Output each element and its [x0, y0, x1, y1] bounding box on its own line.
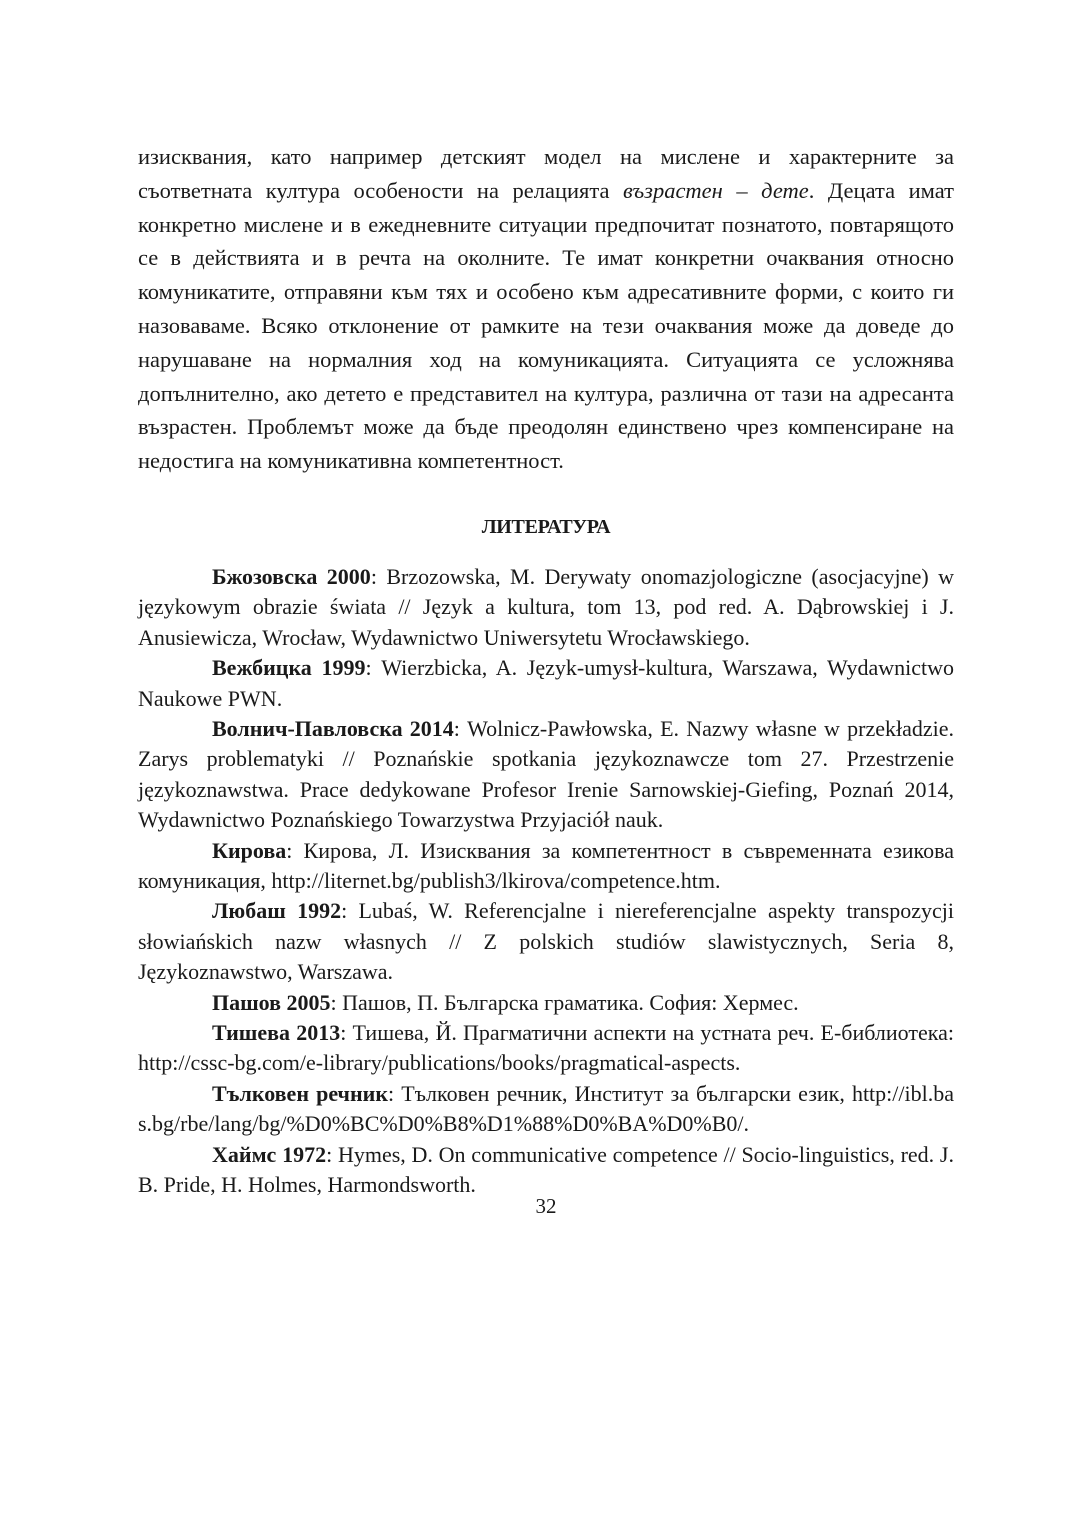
- reference-text: : Пашов, П. Българска граматика. София: Хермес.: [330, 989, 799, 1015]
- reference-item: [138, 836, 954, 897]
- reference-text: : Тишева, Й. Прагматични аспекти на устната реч. Е-библиотека: http://cssc-bg.com/e-library/publications/books/pragmatical-aspects.: [138, 1020, 954, 1076]
- reference-text: : Wierzbicka, A. Język-umysł-kultura, Warszawa, Wydawnictwo Naukowe PWN.: [138, 655, 955, 711]
- reference-key: Любаш 1992: [212, 898, 342, 924]
- reference-item: [138, 1079, 954, 1140]
- page-number: 32: [535, 1194, 557, 1218]
- page-content: [138, 140, 955, 1218]
- body-paragraph: [138, 140, 954, 478]
- reference-key: Тълковен речник: [212, 1080, 388, 1106]
- body-text-part-1: изисквания, като например детският модел на мислене и характерните за съответната култура особености на релацията: [138, 144, 954, 203]
- reference-text: : Lubaś, W. Referencjalne i niereferencjalne aspekty transpozycji słowiańskich nazw własnych // Z polskich studiów slawistycznych, Seria 8, Językoznawstwo, Warszawa.: [138, 898, 954, 985]
- body-text-emphasis: възрастен – дете: [623, 177, 809, 203]
- reference-list: [138, 562, 954, 1201]
- reference-item: [138, 1018, 954, 1079]
- reference-key: Хаймс 1972: [212, 1141, 327, 1167]
- reference-item: [138, 896, 954, 987]
- reference-item: [138, 988, 954, 1018]
- reference-text: : Hymes, D. On communicative competence // Socio-linguistics, red. J. B. Pride, H. Holmes, Harmondsworth.: [138, 1141, 954, 1198]
- reference-key: Вежбицка 1999: [212, 655, 366, 681]
- reference-text: : Wolnicz-Pawłowska, E. Nazwy własne w przekładzie. Zarys problematyki // Poznańskie spotkania językoznawcze tom 27. Przestrzenie językoznawstwa. Prace dedykowane Profesor Irenie Sarnowskiej-Giefing, Poznań 2014, Wydawnictwo Poznańskiego Towarzystwa Przyjaciół nauk.: [138, 716, 954, 833]
- reference-key: Пашов 2005: [212, 989, 331, 1015]
- body-text-part-2: . Децата имат конкретно мислене и в ежедневните ситуации предпочитат познатото, повтарящото се в действията и в речта на околните. Те имат конкретни очаквания относно комуникатите, отправяни към тях и особено към адресативните форми, с които ги назоваваме. Всяко отклонение от рамките на тези очаквания може да доведе до нарушаване на нормалния ход на комуникацията. Ситуацията се усложнява допълнително, ако детето е представител на култура, различна от тази на адресанта възрастен. Проблемът може да бъде преодолян единствено чрез компенсиране на недостига на комуникативна компетентност.: [138, 177, 954, 474]
- reference-key: Кирова: [212, 837, 287, 863]
- reference-key: Бжозовска 2000: [212, 563, 371, 589]
- reference-key: Волнич-Павловска 2014: [212, 716, 454, 741]
- literature-heading: ЛИТЕРАТУРА: [481, 515, 611, 538]
- reference-item: [138, 653, 954, 714]
- reference-text: : Brzozowska, M. Derywaty onomazjologiczne (asocjacyjne) w językowym obrazie świata // Język a kultura, tom 13, pod red. A. Dąbrowskiej i J. Anusiewicza, Wrocław, Wydawnictwo Uniwersytetu Wrocławskiego.: [138, 563, 954, 650]
- reference-key: Тишева 2013: [212, 1020, 341, 1046]
- reference-item: [138, 562, 954, 653]
- reference-item: [138, 714, 954, 836]
- reference-text: : Кирова, Л. Изисквания за компетентност в съвременната езикова комуникация, http://liternet.bg/publish3/lkirova/competence.htm.: [138, 837, 954, 894]
- reference-text: : Тълковен речник, Институт за български език, http://ibl.bas.bg/rbe/lang/bg/%D0%BC%D0%B8%D1%88%D0%BA%D0%B0/.: [138, 1080, 954, 1137]
